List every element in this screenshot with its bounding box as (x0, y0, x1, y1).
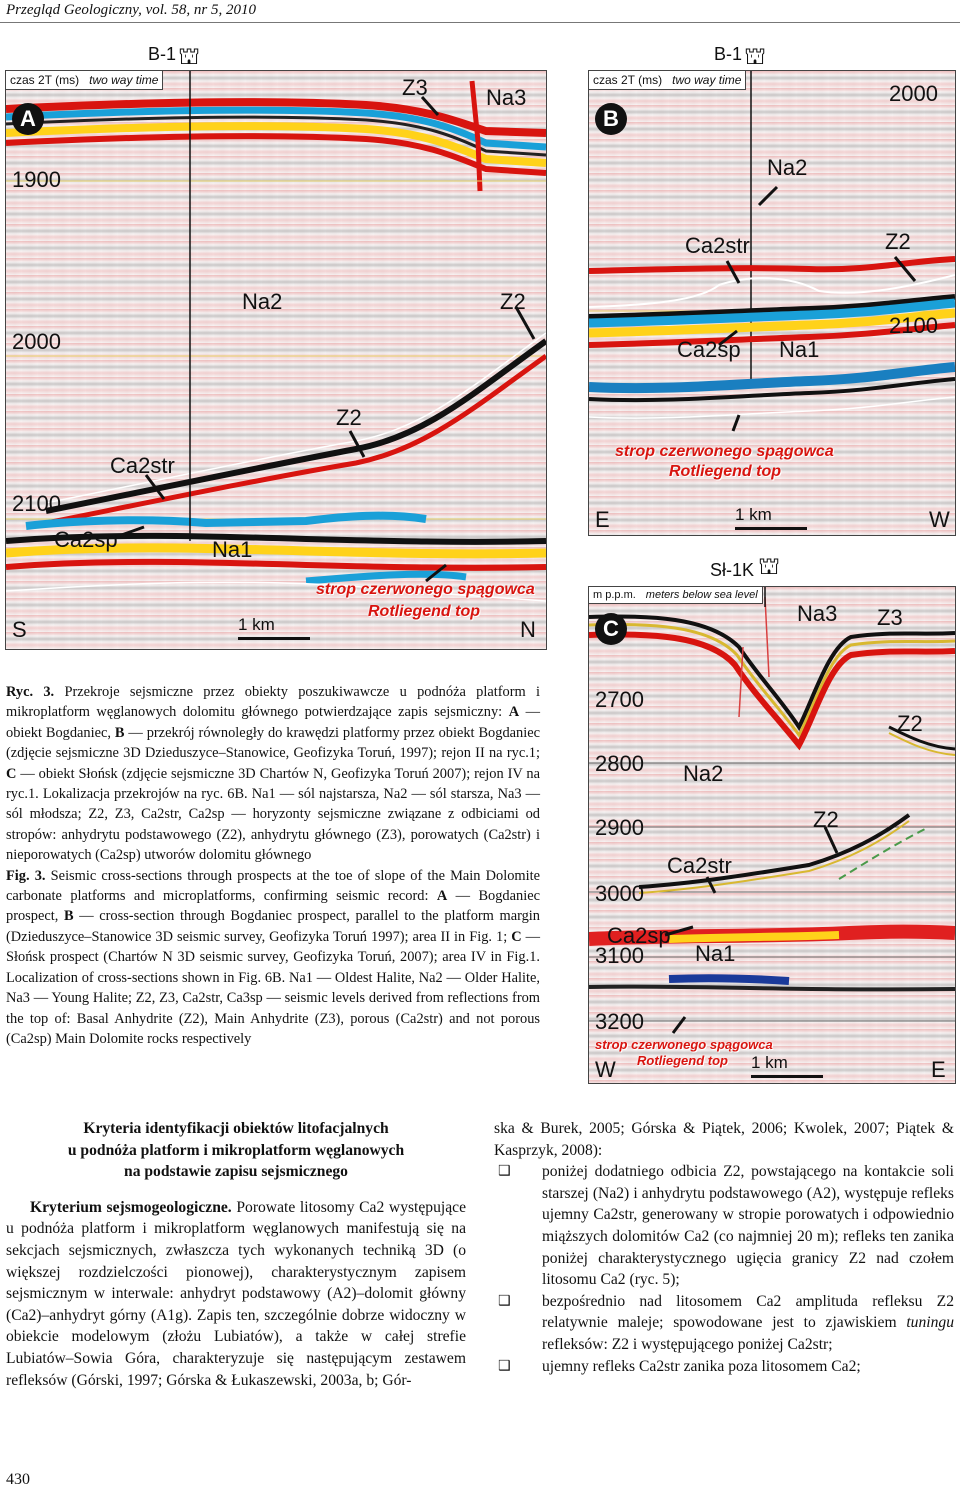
direction-e-c: E (931, 1057, 946, 1082)
time-2000: 2000 (12, 329, 61, 354)
depth-2900: 2900 (595, 815, 644, 840)
label-na3: Na3 (797, 601, 838, 626)
label-z2: Z2 (885, 229, 911, 254)
label-ca2str: Ca2str (685, 233, 750, 258)
direction-w: W (929, 507, 950, 532)
reflector-z2-dipping (46, 341, 546, 511)
arrow-rotliegend (733, 415, 739, 431)
time-2100: 2100 (12, 491, 61, 516)
direction-e: E (595, 507, 610, 532)
label-na2: Na2 (767, 155, 808, 180)
rotliegend-label-pl-a: strop czerwonego spągowca (316, 581, 535, 598)
reflector-black-c (589, 987, 955, 990)
arrow-na2 (759, 187, 777, 205)
label-z3: Z3 (877, 605, 903, 630)
figure-caption: Ryc. 3. Przekroje sejsmiczne przez obiekty poszukiwawcze u podnóża platform i mikroplatform węglanowych dolomitu głównego potwierdzające zapis sejsmiczny: A — obiekt Bogdaniec, B — przekrój równoległy do krawędzi platformy przez obiekt Bogdaniec (zdjęcie sejsmiczne 3D Dzieduszyce–Stanowice, Geofizyka Toruń, 1997); rejon II na ryc.1; C — obiekt Słońsk (zdjęcie sejsmiczne 3D Chartów N, Geofizyka Toruń 2007); rejon IV na ryc.1. Lokalizacja przekrojów na ryc. 6B. Na1 — sól najstarsza, Na2 — sól starsza, Na3 — sól młodsza; Z2, Z3, Ca2str, Ca2sp — horyzonty sejsmiczne związane z odbiciami od stropów: anhydrytu podstawowego (Z2), anhydrytu głównego (Z3), porowatych (Ca2str) i nieporowatych (Ca2sp) utworów dolomitu głównego Fig. 3. Seismic cross-sections through prospects at the toe of slope of the Main Dolomite carbonate platforms and microplatforms, confirming seismic record: A — Bogdaniec prospect, B — cross-section through Bogdaniec prospect, parallel to the platform margin (Dzieduszyce–Stanowice 3D seismic survey, Geofizyka Toruń 1997); area II in Fig. 1; C — Słońsk prospect (Chartów N 3D seismic survey, Geofizyka Toruń, 2007); area IV in Fig.1. Localization of cross-sections shown in Fig. 6B. Na1 — Oldest Halite, Na2 — Older Halite, Na3 — Young Halite; Z2, Z3, Ca2str, Ca3sp — seismic levels derived from reflections from the top of: Basal Anhydrite (Z2), Main Anhydrite (Z3), porous (Ca2str) and not porous (Ca2sp) Main Dolomite rocks respectively (6, 684, 541, 1047)
label-z3: Z3 (402, 75, 428, 100)
label-na1: Na1 (779, 337, 820, 362)
body-paragraph-left: Kryterium sejsmogeologiczne. Porowate litosomy Ca2 występujące u podnóża platform i mikroplatform węglanowych manifestują się na sekcjach sejsmicznych, zwłaszcza tych wykonanych techniką 3D (o większej rozdzielczości pionowej), charakterystycznym zapisem sejsmicznym w interwale: anhydryt podstawowy (A2)–dolomit główny (Ca2)–anhydryt górny (A1g). Zapis ten, szczególnie dobrze widoczny w obiekcie modelowym (złożu Lubiatów), a także w całej strefie Lubiatów–Sowia Góra, charakteryzuje się następującym zestawem refleksów (Górski, 1997; Górska & Łukaszewski, 2003a, b; Gór- (6, 1198, 467, 1389)
label-na3: Na3 (486, 85, 527, 110)
direction-n: N (520, 617, 536, 642)
time-axis-label-a: czas 2T (ms) two way time (6, 71, 163, 90)
label-na2: Na2 (683, 761, 724, 786)
depth-axis-label-c: m p.p.m. meters below sea level (589, 587, 763, 604)
depth-3100: 3100 (595, 943, 644, 968)
page-number: 430 (6, 1471, 30, 1488)
derrick-icon-b: ⛫ (744, 42, 767, 70)
time-2100-b: 2100 (889, 313, 938, 338)
well-label-a: B-1 (148, 44, 177, 64)
reflector-blue-bottom (306, 574, 466, 581)
label-ca2sp: Ca2sp (607, 923, 671, 948)
seismic-horizons-a (6, 71, 546, 649)
scale-bar-c: 1 km (751, 1053, 823, 1078)
time-axis-label-b: czas 2T (ms) two way time (589, 71, 746, 90)
scale-bar-a: 1 km (238, 615, 310, 640)
journal-header: Przegląd Geologiczny, vol. 58, nr 5, 2010 (6, 2, 256, 18)
label-z2-mid: Z2 (813, 807, 839, 832)
label-z2-upper: Z2 (500, 289, 526, 314)
depth-3200: 3200 (595, 1009, 644, 1034)
rotliegend-label-en-b: Rotliegend top (669, 463, 781, 480)
reflector-red-lower (6, 562, 546, 568)
header-rule (0, 22, 960, 23)
depth-2800: 2800 (595, 751, 644, 776)
label-ca2str: Ca2str (110, 453, 175, 478)
label-z2-right: Z2 (897, 711, 923, 736)
rotliegend-label-pl-c: strop czerwonego spągowca (595, 1037, 773, 1052)
fault-line-c2 (765, 597, 769, 677)
time-1900: 1900 (12, 167, 61, 192)
body-paragraph-right: ska & Burek, 2005; Górska & Piątek, 2006; Kwolek, 2007; Piątek & Kasprzyk, 2008): (494, 1120, 954, 1159)
right-column (494, 1118, 954, 1377)
label-na2: Na2 (242, 289, 283, 314)
seismic-panel-a (5, 70, 547, 650)
reflector-na1-yellow (669, 935, 839, 939)
well-label-c: Sł-1K (710, 560, 755, 580)
arrow-rotliegend-c (673, 1017, 685, 1033)
time-2000-b: 2000 (889, 81, 938, 106)
panel-letter-c: C (595, 613, 627, 645)
label-ca2sp: Ca2sp (54, 527, 118, 552)
list-item: ❑ bezpośrednio nad litosomem Ca2 amplituda refleksu Z2 relatywnie maleje; spowodowane jest to zjawiskiem tuningu refleksów: Z2 i występującego poniżej Ca2str; (494, 1291, 954, 1356)
reflector-green-dash (839, 827, 929, 879)
scale-bar-b: 1 km (735, 505, 807, 530)
derrick-icon-c: ⛫ (758, 552, 781, 580)
arrow-ca2str (727, 261, 739, 283)
seismic-panel-b (588, 70, 956, 536)
label-ca2sp: Ca2sp (677, 337, 741, 362)
label-na1: Na1 (695, 941, 736, 966)
label-ca2str: Ca2str (667, 853, 732, 878)
list-item: ❑ ujemny refleks Ca2str zanika poza litosomem Ca2; (494, 1356, 954, 1378)
derrick-icon-a: ⛫ (178, 42, 201, 70)
well-label-b: B-1 (714, 44, 743, 64)
label-na1: Na1 (212, 537, 253, 562)
panel-letter-a: A (12, 103, 44, 135)
left-column (6, 1118, 466, 1391)
rotliegend-label-pl-b: strop czerwonego spągowca (615, 443, 834, 460)
rotliegend-label-en-c: Rotliegend top (637, 1053, 728, 1068)
arrow-z2-lower (350, 431, 364, 457)
label-z2-lower: Z2 (336, 405, 362, 430)
reflector-blue-c (669, 978, 789, 981)
depth-3000: 3000 (595, 881, 644, 906)
direction-w-c: W (595, 1057, 616, 1082)
rotliegend-label-en-a: Rotliegend top (368, 603, 480, 620)
direction-s: S (12, 617, 27, 642)
list-item: ❑ poniżej dodatniego odbicia Z2, powstającego na kontakcie soli starszej (Na2) i anhydrytu podstawowego (A2), występuje refleks ujemny Ca2str, generowany w stropie porowatych i odpowiednio miąższych dolomitów Ca2 (co najmniej 20 m); refleks ten zanika poniżej charakterystycznego ugięcia granicy Z2 nad czołem litosomu Ca2 (ryc. 5); (494, 1161, 954, 1291)
depth-2700: 2700 (595, 687, 644, 712)
seismic-panel-c (588, 586, 956, 1084)
panel-letter-b: B (595, 103, 627, 135)
section-heading: Kryteria identyfikacji obiektów litofacjalnych u podnóża platform i mikroplatform węglanowych na podstawie zapisu sejsmicznego (67, 1120, 405, 1181)
